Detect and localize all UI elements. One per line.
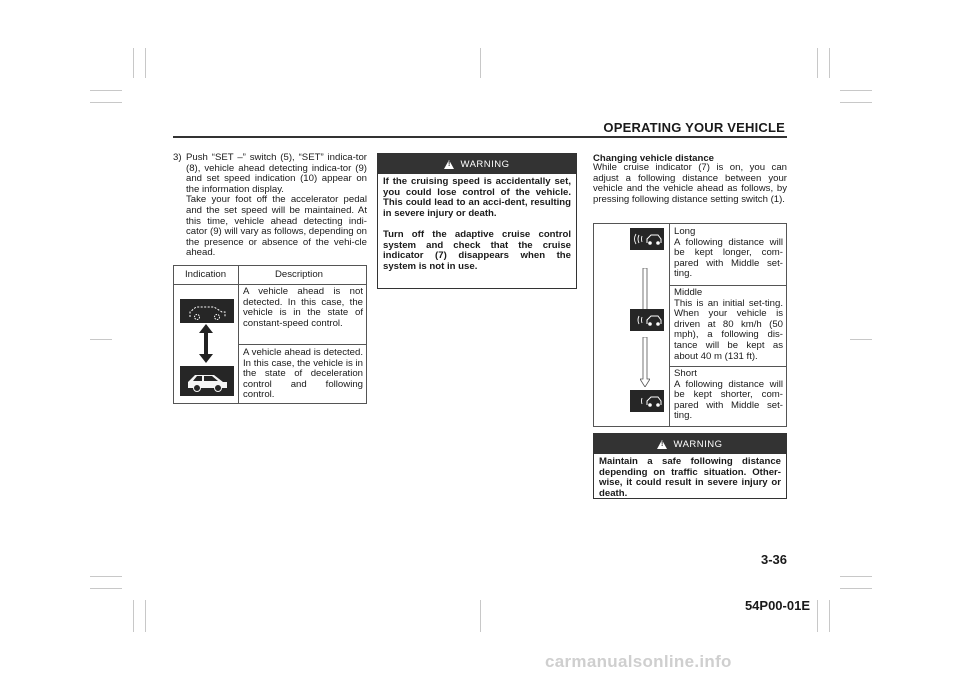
warning-triangle-icon-2 [657,440,667,449]
warning-label: WARNING [460,158,510,170]
warning-text-3: Maintain a safe following distance depending on traffic situation. Other-wise, it could result in severe injury or death. [599,456,781,499]
page-number: 3-36 [760,552,787,567]
distance-table [593,223,787,427]
warning-label-2: WARNING [673,438,723,450]
table-header [174,266,366,285]
indication-table [173,265,367,404]
warning-text-1: If the cruising speed is accidentally set, you could lose control of the vehicle. This could lead to an acci-dent, resulting in severe injury or death. [383,176,571,219]
indication-header: Indication [185,269,227,280]
step-text-1: Push “SET –” switch (5), “SET” indica-tor (8), vehicle ahead detecting indica-tor (9) and set speed indication (10) appear on the information display. [186,152,367,195]
document-code: 54P00-01E [744,598,810,613]
warning-box-distance [593,433,787,499]
description-row-2: A vehicle ahead is detected. In this case, the vehicle is in the state of deceleration control and following control. [243,347,363,401]
double-arrow-icon [198,324,214,363]
warning-triangle-icon [444,160,454,169]
step-text-2: Take your foot off the accelerator pedal and the set speed will be maintained. At this time, vehicle ahead detecting indi-cator (9) will vary as follows, depending on the presence or absence of the vehi-cle ahead. [186,194,367,259]
distance-short-text: Short A following distance will be kept shorter, com-pared with Middle set-ting. [674,368,783,422]
distance-intro: While cruise indicator (7) is on, you can adjust a following distance between your vehicle and the vehicle ahead as follows, by pressing following distance setting switch (1). [593,162,787,205]
step-3 [173,153,367,259]
arrow-down-icon-2 [640,337,650,387]
header-rule [173,136,787,138]
distance-middle-icon [630,309,664,331]
vehicle-ahead-detected-icon [180,366,234,396]
warning-text-2: Turn off the adaptive cruise control system and check that the cruise indicator (7) disappears when the system is not in use. [383,228,571,272]
warning-header [378,154,576,174]
step-number: 3) [173,152,182,163]
description-row-1: A vehicle ahead is not detected. In this case, the vehicle is in the state of constant-speed control. [243,286,363,329]
distance-section-title: Changing vehicle distance [593,153,715,164]
distance-middle-text: Middle This is an initial set-ting. When your vehicle is driven at 80 km/h (50 mph), a following dis-tance will be kept as about 40 m (131 ft). [674,287,783,362]
description-header: Description [275,269,323,280]
warning-box-cruise [377,153,577,289]
warning-header-2 [594,434,786,454]
vehicle-ahead-not-detected-icon [180,299,234,323]
watermark: carmanualsonline.info [545,652,732,671]
section-title: OPERATING YOUR VEHICLE [603,120,785,135]
distance-long-text: Long A following distance will be kept longer, com-pared with Middle set-ting. [674,226,783,280]
distance-short-icon [630,390,664,412]
distance-long-icon [630,228,664,250]
